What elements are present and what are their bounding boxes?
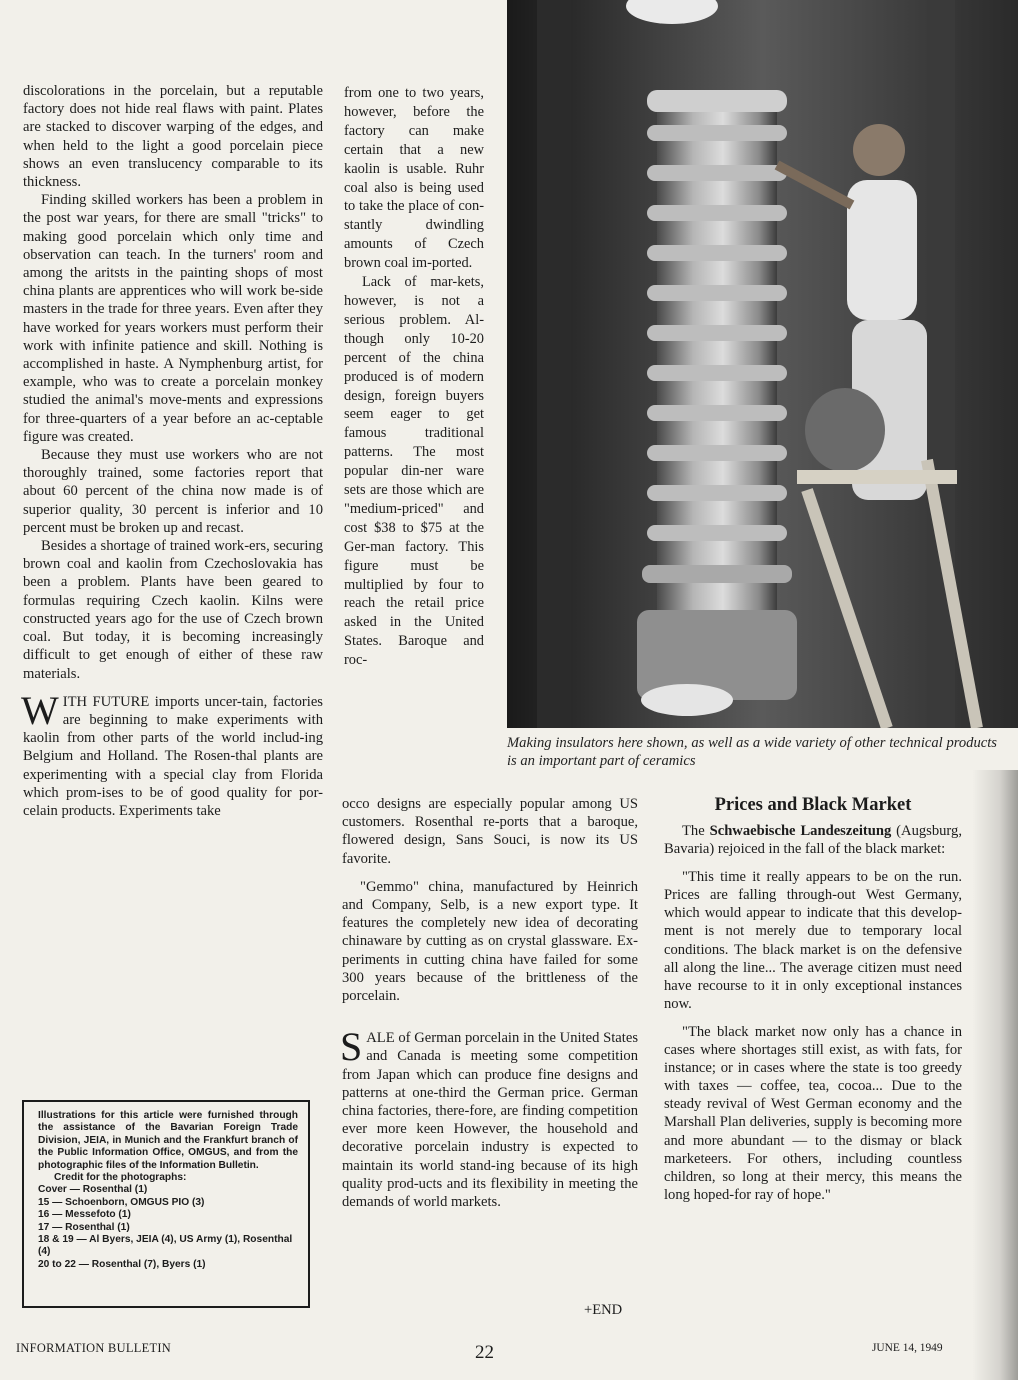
paragraph <box>664 822 962 858</box>
page-edge-shadow <box>972 770 1018 1380</box>
footer-publication: INFORMATION BULLETIN <box>16 1341 172 1355</box>
quote-paragraph: "This time it really appears to be on the run. Prices are falling through-out West Germany, which would appear to indicate that this develop-ment is not merely due to temporary local conditions. The black market is on the defensive all along the line... The average citizen must need have recourse to it in only exceptional instances now. <box>664 869 962 1012</box>
credit-line: 17 — Rosenthal (1) <box>38 1221 130 1233</box>
dropcap-paragraph-text: ITH FUTURE imports uncer-tain, factories are beginning to make experiments with kaolin from other parts of the world includ-ing Belgium and Holland. The Rosen-thal plants are experimenting with a special clay from Florida which prom-ises to be of good quality for por-celain products. Experiments take <box>23 693 323 819</box>
photo-illustration <box>507 0 1018 728</box>
credit-line: 18 & 19 — Al Byers, JEIA (4), US Army (1), Rosenthal (4) <box>38 1234 293 1258</box>
insulator-stack <box>637 90 797 700</box>
end-mark: +END <box>584 1302 623 1318</box>
article-column-middle-lower <box>342 795 638 1211</box>
insulator-photo <box>507 0 1018 728</box>
dropcap-letter: W <box>21 687 59 733</box>
credits-intro: Illustrations for this article were furnished through the assistance of the Bavarian Foreign Trade Division, JEIA, in Munich and the Frankfurt branch of the Public Information Office, OMGUS, and from the photographic files of the Information Bulletin. <box>38 1110 298 1171</box>
article-column-right <box>664 822 962 1204</box>
credit-line: Cover — Rosenthal (1) <box>38 1184 148 1196</box>
paragraph: Lack of mar-kets, however, is not a serious problem. Al-though only 10-20 percent of the china produced is of modern design, foreign buyers seem eager to get famous traditional patterns. The most popular din-ner ware sets are those which are "medium-priced" and cost $38 to $75 at the Ger-man factory. This figure must be multiplied by four to reach the retail price asked in the United States. Baroque and roc- <box>344 274 484 669</box>
dropcap-paragraph <box>340 1024 638 1211</box>
newspaper-name: Schwaebische Landeszeitung <box>709 823 892 839</box>
paragraph: discolorations in the porcelain, but a reputable factory does not hide real flaws with paint. Plates are stacked to discover warping of the edges, and when held to the light a good porcelain piece shows an even translucency comparable to its thickness. <box>23 83 323 191</box>
dropcap-letter: S <box>340 1024 363 1070</box>
credits-title: Credit for the photographs: <box>54 1172 187 1184</box>
photo-credits-box <box>22 1100 310 1308</box>
paragraph: from one to two years, however, before the factory can make certain that a new kaolin is usable. Ruhr coal also is being used to take the place of con-stantly dwindling amounts of Czech brown coal im-ported. <box>344 85 484 272</box>
page-number: 22 <box>475 1342 494 1363</box>
photo-caption: Making insulators here shown, as well as a wide variety of other technical products is an important part of ceramics <box>507 735 997 769</box>
dropcap-paragraph-text: ALE of German porcelain in the United States and Canada is meeting some competition from Japan which can produce fine designs and patterns at one-third the German price. German china factories, there-fore, are finding competition ever more keen However, the household and decorative porcelain industry is expected to maintain its world stand-ing because of its high quality prod-ucts and its flexibility in meeting the demands of world markets. <box>342 1030 638 1211</box>
paragraph: Besides a shortage of trained work-ers, securing brown coal and kaolin from Czechoslovakia has been a problem. Plants have been geared to formulas requiring Czech kaolin. Kilns were constructed years ago for the use of Czech brown coal. But today, it is becoming increasingly difficult to get enough of either of these raw materials. <box>23 538 323 682</box>
paragraph: "Gemmo" china, manufactured by Heinrich and Company, Selb, is a new export type. It features the completely new idea of decorating chinaware by cutting as on crystal glassware. Ex-periments in cutting china have failed for some 300 years because of the brittleness of the porcelain. <box>342 878 638 1005</box>
footer-date: JUNE 14, 1949 <box>872 1342 943 1354</box>
intro-pre: The <box>682 823 710 839</box>
credit-line: 15 — Schoenborn, OMGUS PIO (3) <box>38 1196 205 1208</box>
article-column-left <box>23 82 323 820</box>
credit-line: 20 to 22 — Rosenthal (7), Byers (1) <box>38 1258 206 1270</box>
credit-line: 16 — Messefoto (1) <box>38 1209 131 1221</box>
intro-post: (Augsburg, Bavaria) rejoiced in the fall of the black market: <box>664 823 962 858</box>
paragraph: occo designs are especially popular among US customers. Rosenthal re-ports that a baroque, flowered design, Sans Souci, is now its US favorite. <box>342 796 638 867</box>
paragraph: Finding skilled workers has been a problem in the post war years, for there are small "tricks" to making good porcelain which only time and observation can teach. In the turners' room and among the aritsts in the painting shops of most china plants are apprentices who will work be-side masters in the trade for three years. Even after they have worked for years workers must perform their work with infinite patience and skill. Nothing is accomplished in haste. A Nymphenburg artist, for example, who was to create a porcelain monkey studied the animal's move-ments and expressions for three-quarters of a year before an ac-ceptable figure was created. <box>23 192 323 445</box>
quote-paragraph: "The black market now only has a chance in cases where shortages still exist, as with fats, for instance; or in cases where the state is too greedy with taxes — coffee, tea, cocoa... Due to the steady revival of West German economy and the Marshall Plan deliveries, supply is becoming more and more abundant — to the dismay or black marketeers. For others, including countless children, so long at their mercy, this means the long hoped-for ray of hope." <box>664 1023 962 1203</box>
dropcap-paragraph <box>21 687 323 820</box>
paragraph: Because they must use workers who are not thoroughly trained, some factories report that about 60 percent of the china now made is of superior quality, 30 percent is inferior and 10 percent must be broken up and recast. <box>23 447 323 536</box>
article-column-middle <box>344 84 484 670</box>
section-heading: Prices and Black Market <box>714 795 912 815</box>
